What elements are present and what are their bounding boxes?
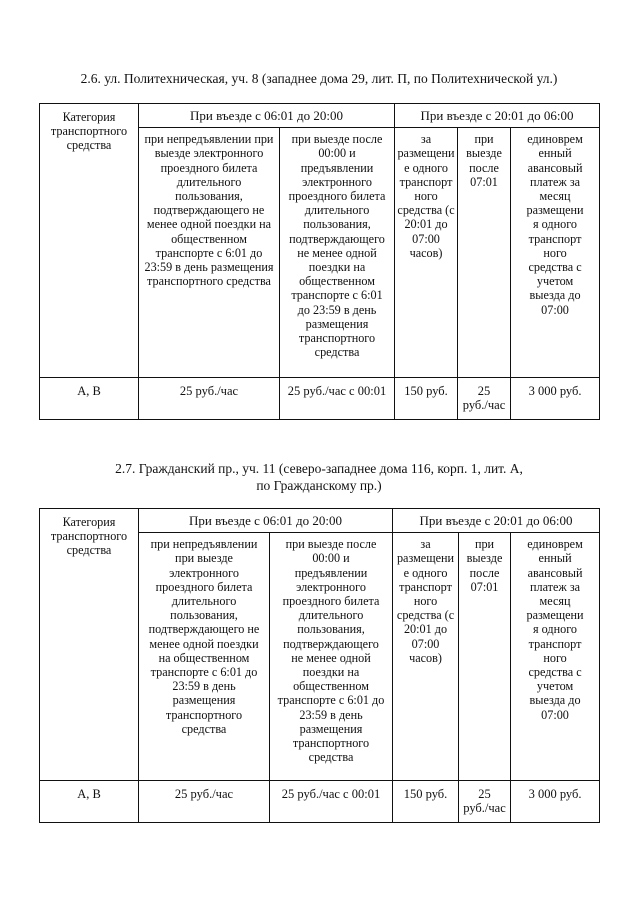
condition-no-ticket: при непредъявлении при выезде электронного проездного билета длительного пользования, подтверждающего не менее одной поездки на общественном транспорте с 6:01 до 23:59 в день размещения транспортного средства — [139, 533, 270, 781]
table-row — [40, 781, 600, 823]
condition-night-placement: за размещени е одного транспорт ного средства (с 20:01 до 07:00 часов) — [393, 533, 459, 781]
day-entry-header: При въезде с 06:01 до 20:00 — [139, 509, 393, 533]
condition-with-ticket: при выезде после 00:00 и предъявлении электронного проездного билета длительного пользования, подтверждающего не менее одной поездки на общественном транспорте с 6:01 до 23:59 в день размещения транспортного средства — [270, 533, 393, 781]
price-day: 25 руб./час — [139, 378, 280, 420]
row-category: А, В — [40, 378, 139, 420]
condition-with-ticket: при выезде после 00:00 и предъявлении электронного проездного билета длительного пользования, подтверждающего не менее одной поездки на общественном транспорте с 6:01 до 23:59 в день размещения транспортного средства — [280, 128, 395, 378]
price-night: 150 руб. — [393, 781, 459, 823]
price-after-0701: 25 руб./час — [459, 781, 511, 823]
tariff-table-1 — [39, 103, 600, 420]
heading-line: 2.6. ул. Политехническая, уч. 8 (западнее дома 29, лит. П, по Политехнической ул.) — [80, 71, 558, 86]
price-after-0701: 25 руб./час — [458, 378, 511, 420]
category-header: Категория транспортного средства — [40, 104, 139, 378]
condition-night-placement: за размещени е одного транспорт ного средства (с 20:01 до 07:00 часов) — [395, 128, 458, 378]
price-monthly: 3 000 руб. — [511, 781, 600, 823]
price-monthly: 3 000 руб. — [511, 378, 600, 420]
day-entry-header: При въезде с 06:01 до 20:00 — [139, 104, 395, 128]
heading-line: по Гражданскому пр.) — [256, 478, 382, 493]
category-header: Категория транспортного средства — [40, 509, 139, 781]
condition-exit-after: при выезде после 07:01 — [459, 533, 511, 781]
condition-no-ticket: при непредъявлении при выезде электронного проездного билета длительного пользования, подтверждающего не менее одной поездки на общественном транспорте с 6:01 до 23:59 в день размещения транспортного средства — [139, 128, 280, 378]
condition-monthly-payment: единоврем енный авансовый платеж за месяц размещени я одного транспорт ного средства с учетом выезда до 07:00 — [511, 533, 600, 781]
section-2-heading — [39, 460, 599, 494]
section-1-heading — [39, 70, 599, 87]
heading-line: 2.7. Гражданский пр., уч. 11 (северо-западнее дома 116, корп. 1, лит. А, — [115, 461, 523, 476]
price-after-midnight: 25 руб./час с 00:01 — [270, 781, 393, 823]
price-day: 25 руб./час — [139, 781, 270, 823]
condition-exit-after: при выезде после 07:01 — [458, 128, 511, 378]
night-entry-header: При въезде с 20:01 до 06:00 — [395, 104, 600, 128]
night-entry-header: При въезде с 20:01 до 06:00 — [393, 509, 600, 533]
tariff-table-2 — [39, 508, 600, 823]
condition-monthly-payment: единоврем енный авансовый платеж за месяц размещени я одного транспорт ного средства с учетом выезда до 07:00 — [511, 128, 600, 378]
price-night: 150 руб. — [395, 378, 458, 420]
row-category: А, В — [40, 781, 139, 823]
price-after-midnight: 25 руб./час с 00:01 — [280, 378, 395, 420]
table-row — [40, 378, 600, 420]
